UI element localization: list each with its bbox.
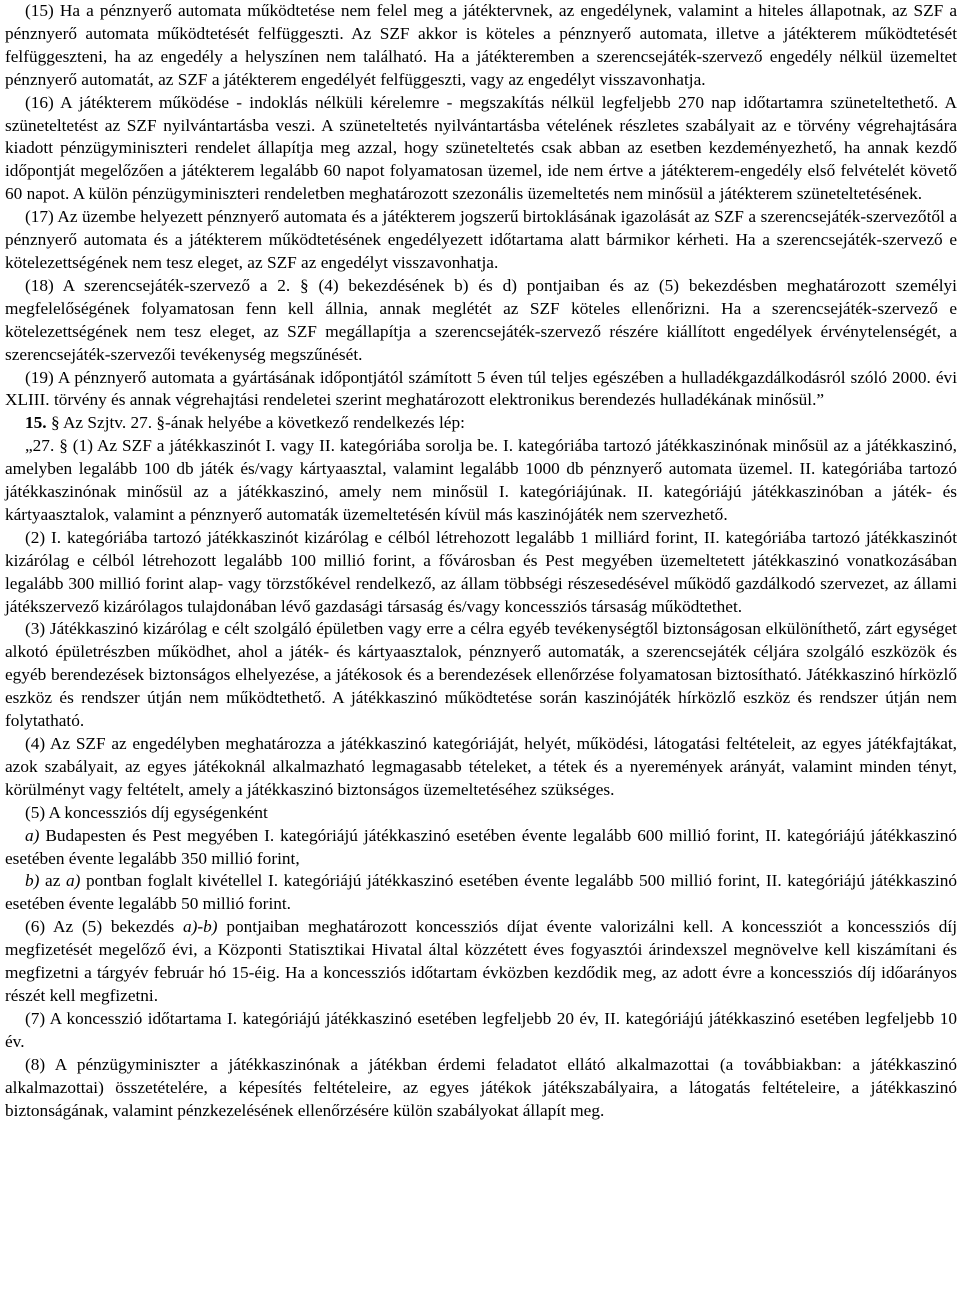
paragraph-text: (4) Az SZF az engedélyben meghatározza a játékkaszinó kategóriáját, helyét, működési, látogatási feltételeit, az egyes játékfajtákat, azok szabályait, az egyes játékoknál alkalmazható legmagasabb tételeket, a tétek és a nyeremények arányát, valamint minden tényt, körülményt vagy feltételt, amely a játékkaszinó biztonságos üzemeltetéséhez szükséges. bbox=[5, 734, 957, 799]
paragraph-27-4 bbox=[5, 733, 957, 802]
document-page bbox=[5, 0, 957, 1122]
paragraph-27-2 bbox=[5, 527, 957, 619]
paragraph-text: pontban foglalt kivétellel I. kategóriájú játékkaszinó esetében évente legalább 500 millió forint, II. kategóriájú játékkaszinó esetében évente legalább 50 millió forint. bbox=[5, 871, 957, 914]
section-15-heading bbox=[5, 412, 957, 435]
paragraph-27-5-a bbox=[5, 825, 957, 871]
paragraph-16 bbox=[5, 92, 957, 207]
inline-text: (6) Az (5) bekezdés bbox=[25, 917, 183, 937]
paragraph-27-7 bbox=[5, 1008, 957, 1054]
paragraph-27-5 bbox=[5, 802, 957, 825]
paragraph-27-6 bbox=[5, 916, 957, 1008]
paragraph-17 bbox=[5, 206, 957, 275]
paragraph-19 bbox=[5, 367, 957, 413]
paragraph-text: (7) A koncesszió időtartama I. kategóriájú játékkaszinó esetében legfeljebb 20 év, II. kategóriájú játékkaszinó esetében legfeljebb 10 év. bbox=[5, 1008, 957, 1051]
point-reference: a) bbox=[66, 871, 81, 891]
paragraph-text: (15) Ha a pénznyerő automata működtetése nem felel meg a játéktervnek, az engedélynek, valamint a hiteles állapotnak, az SZF a pénznyerő automata működtetését felfüggeszti. Az SZF akkor is köteles a pénznyerő automata, illetve a játékterem működtetését felfüggeszteni, ha az engedély a helyszínen nem található. Ha a játékteremben a szerencsejáték-szervező engedély nélkül üzemeltet pénznyerő automatát, az SZF a játékterem engedélyét felfüggeszti, vagy az engedélyt visszavonhatja. bbox=[5, 1, 957, 89]
paragraph-18 bbox=[5, 275, 957, 367]
point-letter: b) bbox=[25, 871, 40, 891]
point-reference: a)-b) bbox=[183, 917, 218, 937]
paragraph-text: „27. § (1) Az SZF a játékkaszinót I. vagy II. kategóriába sorolja be. I. kategóriába tartozó játékkaszinónak minősül az a játékkaszinó, amelyben legalább 100 db játék és/vagy kártyaasztal, valamint legalább 1000 db pénznyerő automata üzemel. II. kategóriába tartozó játékkaszinónak minősül az a játékkaszinó, amely nem minősül I. kategóriájúnak. II. kategóriájú játékkaszinóban a játék- és kártyaasztalok, valamint a pénznyerő automaták üzemeltetésén kívül más kaszinójáték nem szervezhető. bbox=[5, 436, 957, 524]
paragraph-text: (17) Az üzembe helyezett pénznyerő automata és a játékterem jogszerű birtoklásának igazolását az SZF a szerencsejáték-szervezőtől a pénznyerő automata és a játékterem működtetésének engedélyezett időtartama alatt bármikor kérheti. Ha a szerencsejáték-szervező e kötelezettségének nem tesz eleget, az SZF az engedélyt visszavonhatja. bbox=[5, 207, 957, 272]
paragraph-27-3 bbox=[5, 618, 957, 733]
point-letter: a) bbox=[25, 825, 40, 845]
paragraph-27-8 bbox=[5, 1054, 957, 1123]
paragraph-27-5-b bbox=[5, 870, 957, 916]
paragraph-text: (19) A pénznyerő automata a gyártásának időpontjától számított 5 éven túl teljes egészében a hulladékgazdálkodásról szóló 2000. évi XLIII. törvény és annak végrehajtási rendeletei szerint meghatározott elektronikus berendezés hulladékának minősül.” bbox=[5, 367, 957, 410]
paragraph-15 bbox=[5, 0, 957, 92]
section-text: § Az Szjtv. 27. §-ának helyébe a következő rendelkezés lép: bbox=[50, 413, 465, 433]
paragraph-text: Budapesten és Pest megyében I. kategóriájú játékkaszinó esetében évente legalább 600 millió forint, II. kategóriájú játékkaszinó esetében évente legalább 350 millió forint, bbox=[5, 825, 957, 868]
paragraph-text: (5) A koncessziós díj egységenként bbox=[25, 802, 268, 822]
paragraph-text: (16) A játékterem működése - indoklás nélküli kérelemre - megszakítás nélkül legfeljebb 270 nap időtartamra szüneteltethető. A szüneteltetést az SZF nyilvántartásba veszi. A szüneteltetés nyilvántartásba vételének részletes szabályait az e törvény végrehajtására kiadott pénzügyminiszteri rendelet állapítja meg azzal, hogy szüneteltetés csak abban az esetben kezdeményezhető, ha annak kezdő időpontját megelőzően a játékterem legalább 60 napot folyamatosan üzemel, ide nem értve a játékterem-engedély első felvételét követő 60 napot. A külön pénzügyminiszteri rendeletben meghatározott szezonális üzemeltetés nem minősül a játékterem szüneteltetésének. bbox=[5, 92, 957, 204]
inline-text: az bbox=[39, 871, 66, 891]
paragraph-text: (8) A pénzügyminiszter a játékkaszinónak a játékban érdemi feladatot ellátó alkalmazottai (a továbbiakban: a játékkaszinó alkalmazottai) összetételére, a képesítés feltételeire, az egyes játékok játékszabályaira, a látogatás feltételeire, a játékkaszinó biztonságának, valamint pénzkezelésének ellenőrzésére külön szabályokat állapít meg. bbox=[5, 1054, 957, 1120]
paragraph-text: (18) A szerencsejáték-szervező a 2. § (4) bekezdésének b) és d) pontjaiban és az (5) bekezdésben meghatározott személyi megfelelőségének folyamatosan fenn kell állnia, annak meglétét az SZF köteles ellenőrizni. Ha a szerencsejáték-szervező e kötelezettségének nem tesz eleget, az SZF megállapítja a szerencsejáték-szervező részére kiállított engedélyek érvénytelenségét, a szerencsejáték-szervezői tevékenység megszűnését. bbox=[5, 275, 957, 364]
paragraph-text: (2) I. kategóriába tartozó játékkaszinót kizárólag e célból létrehozott legalább 1 milliárd forint, II. kategóriába tartozó játékkaszinót kizárólag e célból létrehozott legalább 100 millió forint, a fővárosban és Pest megyében üzemeltetett játékkaszinó vonatkozásában legalább 300 millió forint alap- vagy törzstőkével rendelkező, az állam többségi részesedésével működő gazdálkodó szervezet, az állami játékszervező kizárólagos tulajdonában lévő gazdasági társaság és/vagy koncessziós társaság működtethet. bbox=[5, 527, 957, 616]
section-number: 15. bbox=[25, 413, 47, 433]
paragraph-text: pontjaiban meghatározott koncessziós díjat évente valorizálni kell. A koncessziót a koncessziós díj megfizetését megelőző évi, a Központi Statisztikai Hivatal által közzétett éves fogyasztói árindexszel megnövelve kell kiszámítani és megfizetni a tárgyév február hó 15-éig. Ha a koncessziós időtartam évközben kezdődik meg, az adott évre a koncessziós díj időarányos részét kell megfizetni. bbox=[5, 917, 957, 1005]
paragraph-text: (3) Játékkaszinó kizárólag e célt szolgáló épületben vagy erre a célra egyéb tevékenységtől biztonságosan elkülöníthető, zárt egységet alkotó épületrészben működhet, ahol a játék- és kártyaasztalok, pénznyerő automaták, a szerencsejáték céljára szolgáló eszközök és egyéb berendezések biztonságos elhelyezése, a játékosok és a berendezések ellenőrzése folyamatosan biztosítható. Játékkaszinó hírközlő eszköz és rendszer útján nem működtethető. A játékkaszinó működtetése során kaszinójáték hírközlő eszköz és rendszer útján nem folytatható. bbox=[5, 619, 957, 731]
paragraph-27-1 bbox=[5, 435, 957, 527]
